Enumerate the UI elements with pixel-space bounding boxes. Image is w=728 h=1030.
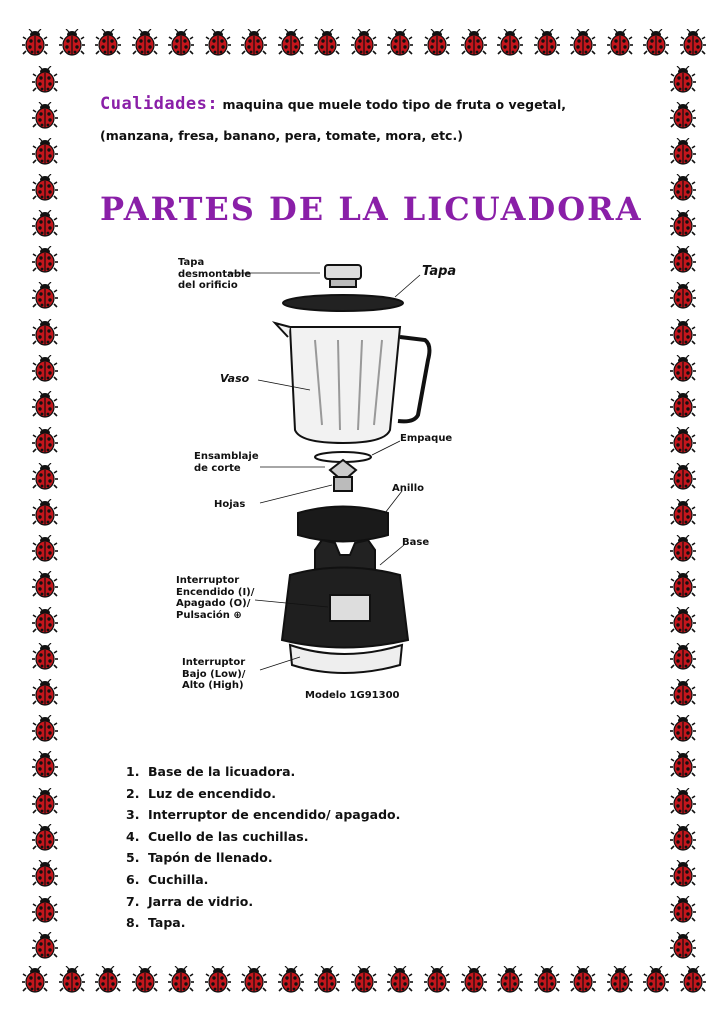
callout-vaso: Vaso [220, 372, 250, 385]
ladybug-icon [461, 966, 487, 994]
ladybug-icon [95, 29, 121, 57]
qualities-text-line2: (manzana, fresa, banano, pera, tomate, mora, etc.) [100, 127, 463, 143]
ladybug-icon [570, 29, 596, 57]
border-left [30, 66, 60, 960]
ladybug-icon [168, 29, 194, 57]
ladybug-icon [32, 319, 58, 347]
list-item: 6. Cuchilla. [126, 871, 209, 887]
qualities-paragraph [100, 92, 640, 145]
ladybug-icon [461, 29, 487, 57]
ladybug-icon [22, 966, 48, 994]
ladybug-icon [32, 643, 58, 671]
ladybug-icon [670, 932, 696, 960]
ladybug-icon [670, 66, 696, 94]
ladybug-icon [534, 966, 560, 994]
border-top [22, 28, 706, 58]
ladybug-icon [607, 966, 633, 994]
ladybug-icon [32, 860, 58, 888]
ladybug-icon [205, 29, 231, 57]
ladybug-icon [670, 643, 696, 671]
ladybug-icon [32, 896, 58, 924]
ladybug-icon [670, 463, 696, 491]
callout-empaque: Empaque [400, 433, 453, 444]
ladybug-icon [670, 138, 696, 166]
blender-illustration [150, 245, 480, 715]
page-title: PARTES DE LA LICUADORA [100, 190, 643, 228]
ladybug-icon [32, 679, 58, 707]
ladybug-icon [680, 966, 706, 994]
border-right [668, 66, 698, 960]
callout-base: Base [402, 537, 430, 548]
ladybug-icon [32, 282, 58, 310]
ladybug-icon [670, 788, 696, 816]
ladybug-icon [670, 896, 696, 924]
ladybug-icon [241, 29, 267, 57]
ladybug-icon [387, 29, 413, 57]
ladybug-icon [32, 932, 58, 960]
list-item: 3. Interruptor de encendido/ apagado. [126, 807, 401, 823]
ladybug-icon [670, 679, 696, 707]
list-item: 4. Cuello de las cuchillas. [126, 828, 309, 844]
ladybug-icon [607, 29, 633, 57]
ladybug-icon [32, 355, 58, 383]
ladybug-icon [132, 966, 158, 994]
ladybug-icon [670, 102, 696, 130]
ladybug-icon [32, 102, 58, 130]
ladybug-icon [32, 463, 58, 491]
callout-interruptor-encendido: Interruptor Encendido (I)/ Apagado (O)/ Pulsación ⊕ [176, 575, 255, 621]
ladybug-icon [670, 860, 696, 888]
ladybug-icon [570, 966, 596, 994]
ladybug-icon [387, 966, 413, 994]
ladybug-icon [59, 966, 85, 994]
blender-diagram [150, 245, 480, 715]
ladybug-icon [670, 824, 696, 852]
list-item: 1. Base de la licuadora. [126, 764, 296, 779]
ladybug-icon [32, 138, 58, 166]
ladybug-icon [32, 571, 58, 599]
ladybug-icon [32, 499, 58, 527]
callout-modelo: Modelo 1G91300 [305, 690, 400, 701]
ladybug-icon [32, 210, 58, 238]
callout-ensamblaje: Ensamblaje de corte [194, 451, 259, 474]
ladybug-icon [278, 29, 304, 57]
ladybug-icon [278, 966, 304, 994]
ladybug-icon [32, 66, 58, 94]
callout-hojas: Hojas [214, 499, 246, 510]
ladybug-icon [59, 29, 85, 57]
ladybug-icon [670, 210, 696, 238]
qualities-label: Cualidades: [100, 94, 219, 114]
list-item: 5. Tapón de llenado. [126, 850, 273, 866]
ladybug-icon [670, 571, 696, 599]
ladybug-icon [32, 751, 58, 779]
ladybug-icon [424, 966, 450, 994]
ladybug-icon [168, 966, 194, 994]
ladybug-icon [32, 427, 58, 455]
ladybug-icon [670, 607, 696, 635]
ladybug-icon [205, 966, 231, 994]
ladybug-icon [670, 535, 696, 563]
ladybug-icon [32, 788, 58, 816]
ladybug-icon [670, 246, 696, 274]
ladybug-icon [95, 966, 121, 994]
ladybug-icon [32, 391, 58, 419]
ladybug-icon [241, 966, 267, 994]
ladybug-icon [424, 29, 450, 57]
callout-tapa: Tapa [422, 264, 457, 279]
ladybug-icon [351, 29, 377, 57]
ladybug-icon [32, 246, 58, 274]
ladybug-icon [314, 966, 340, 994]
parts-list [126, 764, 400, 937]
ladybug-icon [32, 715, 58, 743]
ladybug-icon [643, 29, 669, 57]
ladybug-icon [22, 29, 48, 57]
ladybug-icon [670, 282, 696, 310]
ladybug-icon [534, 29, 560, 57]
ladybug-icon [32, 535, 58, 563]
ladybug-icon [32, 607, 58, 635]
ladybug-icon [32, 824, 58, 852]
ladybug-icon [497, 966, 523, 994]
callout-anillo: Anillo [392, 483, 425, 494]
qualities-text-line1: maquina que muele todo tipo de fruta o vegetal, [222, 97, 566, 112]
ladybug-icon [670, 174, 696, 202]
ladybug-icon [670, 319, 696, 347]
list-item: 7. Jarra de vidrio. [126, 893, 254, 909]
callout-tapa-desmontable: Tapa desmontable del orificio [178, 257, 252, 291]
ladybug-icon [670, 427, 696, 455]
list-item: 2. Luz de encendido. [126, 785, 276, 801]
ladybug-icon [670, 499, 696, 527]
list-item: 8. Tapa. [126, 915, 186, 931]
ladybug-icon [643, 966, 669, 994]
ladybug-icon [351, 966, 377, 994]
ladybug-icon [670, 391, 696, 419]
ladybug-icon [670, 751, 696, 779]
ladybug-icon [670, 355, 696, 383]
border-bottom [22, 965, 706, 995]
callout-interruptor-bajo: Interruptor Bajo (Low)/ Alto (High) [182, 657, 246, 691]
ladybug-icon [680, 29, 706, 57]
ladybug-icon [497, 29, 523, 57]
ladybug-icon [132, 29, 158, 57]
ladybug-icon [32, 174, 58, 202]
ladybug-icon [670, 715, 696, 743]
ladybug-icon [314, 29, 340, 57]
